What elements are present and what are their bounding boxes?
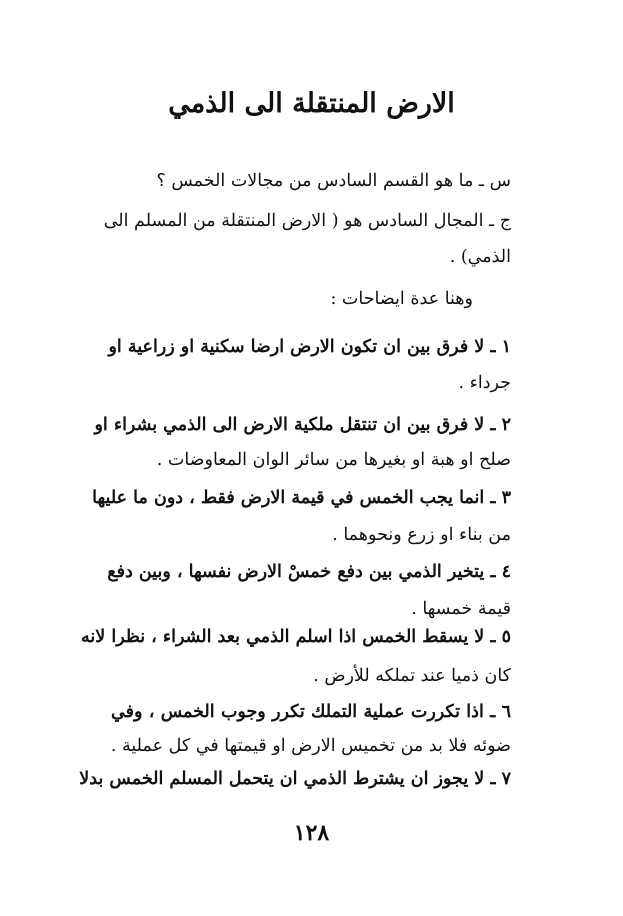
answer-line-1: ج ـ المجال السادس هو ( الارض المنتقلة من المسلم الى <box>103 211 511 231</box>
page-number: ١٢٨ <box>293 820 330 846</box>
item-1-line-1: ١ ـ لا فرق بين ان تكون الارض ارضا سكنية او زراعية او <box>108 337 511 357</box>
question-line: س ـ ما هو القسم السادس من مجالات الخمس ؟ <box>156 171 511 191</box>
item-2-line-1: ٢ ـ لا فرق بين ان تنتقل ملكية الارض الى الذمي بشراء او <box>94 415 511 435</box>
item-1-line-2: جرداء . <box>458 373 511 393</box>
item-3-line-2: من بناء او زرع ونحوهما . <box>332 525 511 545</box>
item-3-line-1: ٣ ـ انما يجب الخمس في قيمة الارض فقط ، دون ما عليها <box>92 488 511 508</box>
item-2-line-2: صلح او هبة او بغيرها من سائر الوان المعاوضات . <box>156 450 511 470</box>
item-4-line-2: قيمة خمسها . <box>411 599 511 619</box>
item-7-line-1: ٧ ـ لا يجوز ان يشترط الذمي ان يتحمل المسلم الخمس بدلا <box>79 769 511 789</box>
item-6-line-2: ضوئه فلا بد من تخميس الارض او قيمتها في كل عملية . <box>110 736 511 756</box>
item-6-line-1: ٦ ـ اذا تكررت عملية التملك تكرر وجوب الخمس ، وفي <box>111 702 511 722</box>
item-4-line-1: ٤ ـ يتخير الذمي بين دفع خمسْ الارض نفسها ، وبين دفع <box>107 562 511 582</box>
answer-line-2: الذمي) . <box>449 247 511 267</box>
clarifications-intro: وهنا عدة ايضاحات : <box>330 289 473 309</box>
item-5-line-1: ٥ ـ لا يسقط الخمس اذا اسلم الذمي بعد الشراء ، نظرا لانه <box>81 627 511 647</box>
page-title: الارض المنتقلة الى الذمي <box>168 88 455 119</box>
item-5-line-2: كان ذميا عند تملكه للأرض . <box>313 666 511 686</box>
